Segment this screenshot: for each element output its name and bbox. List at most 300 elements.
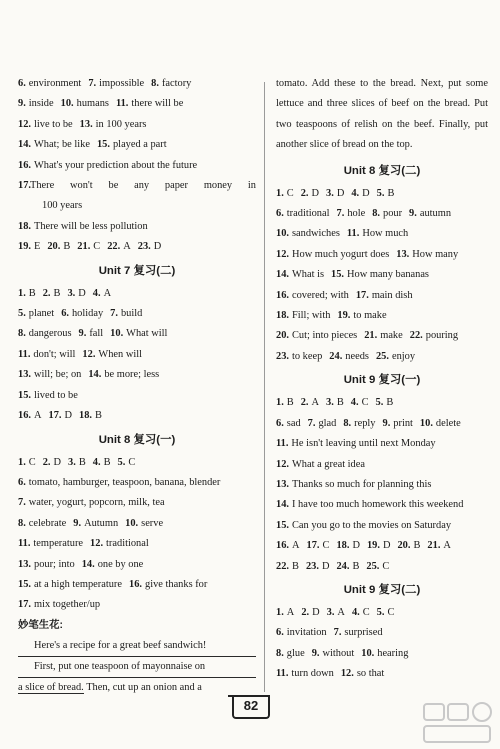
item-answer: glad	[318, 417, 337, 429]
answer-item	[276, 269, 324, 280]
answer-line	[18, 453, 256, 473]
item-number: 3.	[326, 397, 334, 409]
item-number: 24.	[329, 350, 343, 362]
item-number: 8.	[18, 517, 26, 529]
item-answer: D	[321, 560, 330, 572]
item-number: 17.	[18, 180, 31, 192]
item-text: There won't be any paper money in	[30, 180, 256, 192]
item-number: 4.	[92, 456, 101, 468]
answer-line	[276, 204, 488, 224]
item-answer: D	[153, 241, 162, 253]
item-answer: C	[28, 456, 36, 468]
item-number: 3.	[326, 187, 334, 199]
item-answer: B	[63, 241, 71, 253]
item-number: 13.	[18, 369, 31, 381]
answer-item	[43, 288, 61, 299]
item-answer: C	[361, 397, 369, 409]
item-number: 10.	[110, 328, 124, 340]
answer-item	[276, 228, 340, 239]
item-number: 14.	[88, 369, 102, 381]
item-number: 2.	[42, 456, 51, 468]
item-number: 4.	[92, 287, 101, 299]
answer-item	[80, 119, 147, 130]
item-number: 15.	[331, 269, 345, 281]
item-number: 17.	[18, 599, 31, 611]
answer-item	[47, 241, 70, 252]
answer-line	[18, 345, 256, 365]
item-number: 11.	[115, 98, 129, 110]
item-answer: D	[53, 456, 62, 468]
answer-item	[110, 328, 167, 339]
item-number: 21.	[77, 241, 91, 253]
answer-line	[18, 575, 256, 595]
item-answer: turn down	[291, 668, 334, 680]
item-answer: mix together/up	[34, 599, 101, 611]
item-number: 12.	[276, 458, 289, 470]
item-answer: B	[386, 397, 394, 409]
item-number: 11.	[18, 348, 31, 360]
answer-item	[276, 330, 357, 341]
item-answer: hearing	[377, 647, 409, 659]
item-number: 10.	[60, 98, 74, 110]
answer-item	[49, 410, 73, 421]
item-answer: dangerous	[28, 328, 72, 340]
answer-line	[276, 434, 488, 454]
answer-item	[88, 369, 159, 380]
item-number: 6.	[276, 208, 284, 220]
item-number: 23.	[137, 241, 151, 253]
answer-item	[410, 330, 458, 341]
answer-item	[18, 477, 220, 488]
item-number: 21.	[364, 330, 378, 342]
answer-line	[18, 386, 256, 406]
item-number: 9.	[382, 417, 391, 429]
item-answer: What is	[292, 269, 325, 281]
item-answer: C	[93, 241, 101, 253]
item-number: 17.	[355, 289, 369, 301]
answer-item	[18, 78, 81, 89]
item-number: 5.	[117, 456, 126, 468]
item-number: 23.	[276, 350, 289, 362]
item-number: 9.	[311, 647, 320, 659]
answer-item	[90, 538, 149, 549]
item-number: 14.	[18, 139, 31, 151]
answer-line	[18, 284, 256, 304]
item-number: 2.	[300, 187, 309, 199]
answer-line	[276, 623, 488, 643]
answer-item	[82, 559, 144, 570]
section-heading-unit9-review-1: Unit 9 复习(一)	[343, 374, 421, 387]
item-answer: serve	[141, 517, 164, 529]
item-answer: I have too much homework this weekend	[292, 499, 464, 511]
answer-item	[276, 418, 301, 429]
writing-tip-title: 妙笔生花:	[18, 619, 64, 631]
item-number: 2.	[301, 606, 310, 618]
answer-item	[383, 418, 413, 429]
answer-item	[18, 559, 75, 570]
item-number: 10.	[419, 417, 433, 429]
answer-item	[276, 438, 436, 449]
item-number: 16.	[18, 410, 31, 422]
item-number: 6.	[276, 627, 284, 639]
answer-item	[377, 188, 395, 199]
answer-line	[276, 536, 488, 556]
answer-line	[276, 414, 488, 434]
answer-line	[276, 184, 488, 204]
answer-item	[116, 98, 183, 109]
item-answer: make	[380, 330, 403, 342]
item-answer: B	[413, 540, 421, 552]
item-answer: A	[292, 540, 300, 552]
answer-item	[409, 208, 451, 219]
item-answer: D	[78, 287, 86, 299]
item-answer: A	[337, 606, 345, 618]
answer-line	[18, 493, 256, 513]
item-answer: without	[322, 647, 355, 659]
item-answer: C	[128, 456, 136, 468]
item-answer: A	[123, 241, 131, 253]
answer-item	[301, 607, 319, 618]
item-number: 13.	[79, 118, 93, 130]
item-answer: What; be like	[34, 139, 90, 151]
item-number: 8.	[343, 417, 352, 429]
item-answer: delete	[435, 417, 461, 429]
answer-line	[276, 245, 488, 265]
item-answer: there will be	[131, 98, 184, 110]
item-number: 7.	[333, 627, 342, 639]
answer-item	[329, 351, 369, 362]
answer-item	[77, 241, 100, 252]
item-number: 8.	[151, 78, 159, 89]
item-answer: reply	[354, 417, 376, 429]
item-answer: B	[352, 560, 360, 572]
item-number: 3.	[326, 606, 335, 618]
right-column	[276, 74, 488, 685]
item-answer: D	[64, 410, 73, 422]
answer-item	[301, 397, 319, 408]
answer-item	[351, 188, 369, 199]
answer-item	[326, 188, 344, 199]
answer-item	[93, 288, 111, 299]
answer-item	[312, 648, 355, 659]
item-answer: Autumn	[84, 517, 119, 529]
writing-line-3-rest: Then, cut up an onion and a	[83, 681, 202, 693]
item-answer: print	[393, 417, 413, 429]
item-answer: sad	[286, 417, 301, 429]
item-number: 12.	[82, 348, 96, 360]
answer-line	[18, 304, 256, 324]
answer-item	[343, 418, 375, 429]
answer-item	[276, 540, 300, 551]
item-number: 20.	[276, 330, 289, 342]
answer-item	[337, 310, 386, 321]
item-answer: will; be; on	[34, 369, 82, 381]
item-number: 12.	[276, 248, 289, 260]
answer-item	[18, 221, 148, 232]
answer-item	[276, 668, 334, 679]
answer-line	[18, 595, 256, 615]
item-answer: B	[95, 410, 102, 422]
answer-line	[276, 393, 488, 413]
item-answer: What's your prediction about the future	[34, 159, 198, 171]
item-number: 7.	[336, 208, 345, 220]
page-number: 82	[232, 695, 270, 719]
item-number: 12.	[18, 118, 31, 130]
item-answer: pour	[383, 208, 403, 220]
item-answer: B	[336, 397, 344, 409]
answer-item	[88, 78, 144, 89]
answer-item	[301, 188, 319, 199]
item-number: 25.	[375, 350, 389, 362]
item-answer: water, yogurt, popcorn, milk, tea	[28, 497, 165, 509]
answer-item	[276, 351, 322, 362]
answer-line	[276, 224, 488, 244]
answer-item	[341, 668, 384, 679]
answer-line	[276, 603, 488, 623]
item-number: 9.	[18, 98, 26, 110]
answer-item	[61, 98, 109, 109]
unit9-review-2-answers	[276, 603, 488, 685]
item-number: 5.	[376, 606, 385, 618]
answer-item	[276, 208, 330, 219]
item-number: 15.	[18, 578, 31, 590]
item-number: 14.	[276, 499, 289, 511]
answer-line	[276, 455, 488, 475]
answer-line	[18, 365, 256, 385]
item-answer: inside	[28, 98, 54, 110]
answer-item	[43, 457, 61, 468]
answer-line	[18, 135, 256, 155]
item-number: 10.	[125, 517, 139, 529]
answer-item	[82, 349, 142, 360]
answer-item	[276, 479, 431, 490]
answer-item	[18, 308, 54, 319]
answer-item	[18, 349, 75, 360]
answer-line	[276, 495, 488, 515]
section-heading-unit8-review-1: Unit 8 复习(一)	[98, 433, 176, 446]
item-answer: humans	[76, 98, 109, 110]
item-answer: How much	[362, 228, 409, 240]
item-number: 22.	[409, 330, 423, 342]
answer-item	[67, 288, 85, 299]
item-number: 8.	[276, 647, 284, 659]
item-answer: to keep	[292, 350, 323, 362]
item-number: 9.	[409, 208, 417, 220]
item-answer: B	[28, 287, 36, 299]
item-number: 1.	[276, 397, 284, 409]
item-answer: surprised	[344, 627, 383, 639]
answer-item	[18, 119, 73, 130]
item-number: 19.	[337, 310, 351, 322]
item-answer: A	[34, 410, 42, 422]
answer-item	[276, 310, 330, 321]
item-answer: D	[362, 187, 370, 199]
item-answer: A	[103, 287, 112, 299]
item-number: 3.	[68, 456, 76, 468]
item-number: 12.	[90, 538, 104, 550]
item-answer: invitation	[286, 627, 327, 639]
item-answer: What will	[126, 328, 168, 340]
item-number: 4.	[351, 606, 360, 618]
item-number: 7.	[18, 497, 26, 509]
item-answer: glue	[286, 647, 305, 659]
item-number: 16.	[276, 540, 289, 552]
answer-line	[18, 324, 256, 344]
item-number: 11.	[276, 668, 289, 680]
answer-item	[138, 241, 162, 252]
answer-item	[79, 410, 102, 421]
item-number: 25.	[366, 560, 380, 572]
answer-item	[73, 518, 118, 529]
answer-item	[347, 228, 408, 239]
item-answer: D	[352, 540, 360, 552]
item-answer: E	[34, 241, 41, 253]
item-answer: A	[311, 397, 320, 409]
item-number: 11.	[346, 228, 360, 240]
answer-item	[93, 457, 111, 468]
item-number: 7.	[88, 78, 97, 89]
item-answer: to make	[353, 310, 387, 322]
answer-item	[336, 561, 359, 572]
item-number: 15.	[96, 139, 110, 151]
answer-item	[396, 249, 458, 260]
unit9-review-1-answers	[276, 393, 488, 577]
section-heading-unit8-review-2: Unit 8 复习(二)	[343, 164, 421, 177]
answer-item	[306, 561, 330, 572]
item-number: 17.	[306, 540, 320, 552]
unit8-review-2-answers	[276, 184, 488, 368]
item-answer: C	[387, 606, 395, 618]
answer-line	[18, 473, 256, 493]
item-answer: B	[286, 397, 294, 409]
answer-item	[307, 540, 330, 551]
answer-item	[427, 540, 451, 551]
item-answer: factory	[161, 78, 192, 89]
item-number: 1.	[276, 187, 284, 199]
item-answer: Fill; with	[292, 310, 331, 322]
item-answer: impossible	[99, 78, 145, 89]
item-number: 1.	[276, 606, 284, 618]
item-number: 18.	[79, 410, 93, 422]
unit7-review-2-answers	[18, 284, 256, 427]
answer-item	[18, 98, 54, 109]
item-answer: How many	[412, 248, 459, 260]
writing-line-1: Here's a recipe for a great beef sandwich!	[18, 636, 256, 657]
answer-line	[276, 265, 488, 285]
item-answer: A	[443, 540, 451, 552]
answer-line	[276, 326, 488, 346]
answer-item	[372, 208, 402, 219]
answer-item	[276, 561, 299, 572]
answer-item	[376, 351, 415, 362]
answer-item	[276, 188, 294, 199]
left-column	[18, 74, 256, 698]
answer-item	[356, 290, 413, 301]
unit8-review-1-answers	[18, 453, 256, 616]
answer-item	[68, 457, 86, 468]
section-heading-unit9-review-2: Unit 9 复习(二)	[343, 583, 421, 596]
answer-line	[18, 156, 256, 176]
item-answer: B	[78, 456, 86, 468]
item-number: 24.	[336, 560, 350, 572]
item-number: 14.	[276, 269, 289, 281]
answer-item	[276, 290, 349, 301]
item-answer: There will be less pollution	[34, 220, 148, 232]
item-answer: traditional	[286, 208, 330, 220]
item-number: 19.	[18, 241, 31, 253]
item-number: 1.	[18, 287, 26, 299]
answer-item	[326, 397, 344, 408]
item-answer: planet	[28, 308, 55, 320]
answer-item	[276, 459, 365, 470]
item-answer: sandwiches	[292, 228, 340, 240]
item-answer: covered; with	[292, 289, 349, 301]
item-answer: C	[362, 606, 370, 618]
item-answer: be more; less	[104, 369, 160, 381]
item-number: 3.	[67, 287, 76, 299]
item-number: 16.	[276, 289, 289, 301]
item-number: 21.	[427, 540, 441, 552]
item-answer: traditional	[106, 538, 149, 550]
item-number: 17.	[48, 410, 62, 422]
item-number: 6.	[276, 417, 284, 429]
item-answer: D	[382, 540, 391, 552]
answer-line	[18, 115, 256, 135]
item-number: 2.	[300, 397, 309, 409]
item-number: 10.	[361, 647, 375, 659]
item-number: 9.	[73, 517, 82, 529]
answer-item	[276, 627, 327, 638]
answer-item	[276, 397, 294, 408]
item-answer: enjoy	[391, 350, 416, 362]
item-answer: in 100 years	[95, 118, 147, 130]
answer-line	[276, 644, 488, 664]
item-answer: give thanks for	[145, 578, 208, 590]
item-number: 8.	[372, 208, 380, 220]
answer-line	[18, 555, 256, 575]
item-number: 2.	[42, 287, 51, 299]
item-number: 7.	[110, 308, 118, 320]
item-number: 13.	[18, 558, 31, 570]
item-number: 4.	[350, 397, 359, 409]
item-number: 8.	[18, 328, 26, 340]
item-number: 20.	[47, 241, 61, 253]
writing-line-2: First, put one teaspoon of mayonnaise on	[18, 657, 256, 678]
item-number: 13.	[396, 248, 410, 260]
item-answer: D	[336, 187, 345, 199]
item-answer: A	[286, 606, 295, 618]
answer-line	[276, 347, 488, 367]
item-answer: at a high temperature	[34, 578, 122, 590]
item-answer: pour; into	[34, 558, 75, 570]
answer-item	[18, 538, 83, 549]
item-number: 6.	[61, 308, 69, 320]
answer-item	[18, 497, 165, 508]
column-divider	[264, 82, 265, 692]
item-answer: Thanks so much for planning this	[292, 478, 432, 490]
answer-item	[18, 599, 100, 610]
item-answer: pouring	[425, 330, 459, 342]
answer-item	[276, 499, 463, 510]
item-answer: needs	[345, 350, 369, 362]
item-answer: main dish	[371, 289, 413, 301]
answer-item	[107, 241, 131, 252]
answer-item	[331, 269, 429, 280]
answer-item	[18, 139, 90, 150]
answer-line-17	[18, 176, 256, 196]
answer-item	[125, 518, 163, 529]
item-number: 18.	[276, 310, 289, 322]
